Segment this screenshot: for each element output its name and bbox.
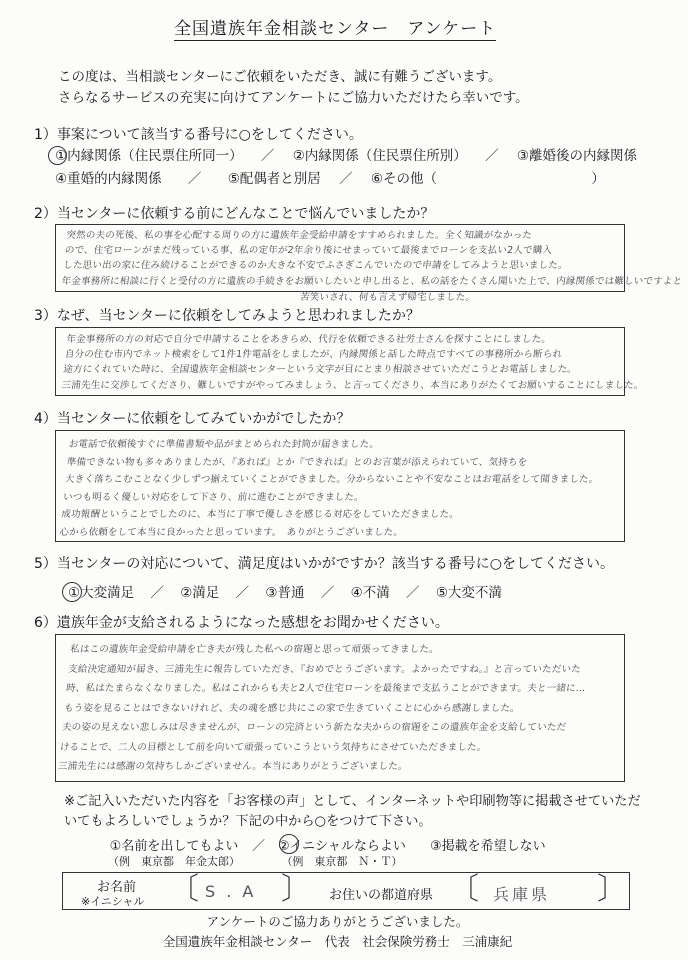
- q1-other-close: ）: [591, 171, 605, 187]
- consent-selection-circle: [279, 834, 299, 854]
- q2-answer-box[interactable]: [55, 224, 683, 292]
- q2-answer-line: ので、住宅ローンがまだ残っている事、私の定年が2年余り後にせまっていて最後までローンを支払い2人で購入: [64, 245, 553, 257]
- q3-answer-line: 自分の住む市内でネット検索をして1件1件電話をしましたが、内縁関係と話した時点ですべての事務所から断られ: [64, 349, 563, 361]
- thanks-text: アンケートのご協力ありがとうございました。: [206, 914, 469, 929]
- q3-answer-text: [61, 332, 645, 393]
- q5-option-5[interactable]: ⑤大変不満: [435, 585, 502, 601]
- page-title: 全国遺族年金相談センター アンケート: [174, 14, 496, 41]
- q4-answer-line: 大きく落ちこむことなく少しずつ揃えていくことができました。分からないことや不安なことはお電話をして聞きました。: [64, 474, 600, 485]
- prefecture-bracket-open-icon: 〔: [449, 872, 479, 907]
- q5-option-1[interactable]: ①大変満足: [68, 585, 135, 601]
- consent-option-1[interactable]: [108, 835, 240, 870]
- q5-separator: ／: [235, 585, 250, 601]
- name-field[interactable]: S . A: [205, 882, 257, 901]
- q1-option-1[interactable]: ①内縁関係（住民票住所同一）: [55, 148, 243, 164]
- q2-heading: 2）当センターに依頼する前にどんなことで悩んでいましたか？: [34, 206, 435, 222]
- intro-line-1: この度は、当相談センターにご依頼をいただき、誠に有難うございます。: [58, 69, 502, 85]
- q4-heading: 4）当センターに依頼をしてみていかがでしたか？: [34, 411, 351, 427]
- q1-heading: 1）事案について該当する番号に○をしてください。: [34, 127, 363, 143]
- q4-answer-line: 成功報酬ということでしたのに、本当に丁寧で優しさを感じる対応をしていただきました。: [60, 509, 460, 520]
- q6-answer-line: もう姿を見ることはできないけれど、夫の魂を感じ共にこの家で生きていくことに心から感謝しました。: [63, 702, 521, 714]
- q6-heading: 6）遺族年金が支給されるようになった感想をお聞かせください。: [34, 615, 449, 631]
- q5-option-2[interactable]: ②満足: [180, 585, 220, 601]
- q5-option-4[interactable]: ④不満: [350, 585, 390, 601]
- q1-selection-circle: [48, 146, 67, 165]
- q4-answer-line: 心から依頼をして本当に良かったと思っています。 ありがとうございました。: [58, 526, 404, 538]
- consent-option-2-label: ②イニシャルならよい: [278, 839, 406, 854]
- name-bracket-open-icon: 〔: [169, 872, 199, 907]
- q5-separator: ／: [150, 585, 164, 601]
- q2-answer-line: 年金事務所に相談に行くと受付の方に遺族の手続きをお願いしたいと申し出ると、私の話をたくさん聞いた上で、内縁関係では難しいですよと: [61, 275, 683, 287]
- q5-option-3[interactable]: ③普通: [265, 585, 305, 601]
- q1-separator: ／: [187, 171, 202, 187]
- q2-answer-line: 突然の夫の死後、私の事を心配する周りの方に遺族年金受給申請をすすめられました。全く知識がなかった: [65, 230, 533, 241]
- name-sub-label: ※イニシャル: [81, 895, 145, 908]
- consent-option-3[interactable]: [430, 835, 546, 854]
- q2-answer-overflow: [299, 290, 631, 305]
- q5-options: [68, 582, 502, 605]
- prefecture-label: お住いの都道府県: [329, 888, 434, 903]
- q3-answer-line: 途方にくれていた時に、全国遺族年金相談センターという文字が目にとまり相談させていただこうとお電話しました。: [62, 364, 578, 376]
- q5-heading: 5）当センターの対応について、満足度はいかがですか？該当する番号に○をしてください。: [34, 556, 615, 572]
- consent-option-1-example: （例 東京都 年金太郎）: [108, 855, 240, 868]
- consent-option-3-label: ③掲載を希望しない: [430, 839, 546, 854]
- q4-answer-line: 準備できない物も多々ありましたが、『あれば』とか『できれば』とのお言葉が添えられていて、気持ちを: [66, 456, 529, 468]
- publication-notice: ※ご記入いただいた内容を「お客様の声」として、インターネットや印刷物等に掲載させていただいてもよろしいでしょうか？下記の中から○をつけて下さい。: [64, 794, 641, 829]
- q1-separator: ／: [260, 148, 275, 164]
- q6-answer-line: 支給決定通知が届き、三浦先生に報告していただき、『おめでとうございます。よかったですね。』と言っていただいた: [67, 663, 582, 675]
- consent-option-2-example: （例 東京都 Ｎ・Ｔ）: [281, 855, 403, 868]
- q4-answer-text: [58, 436, 623, 541]
- consent-separator: ／: [252, 839, 266, 854]
- q1-option-2[interactable]: ②内縁関係（住民票住所別）: [292, 148, 467, 164]
- q1-row-1: [55, 145, 637, 168]
- q4-answer-box[interactable]: [55, 430, 625, 542]
- q4-answer-line: お電話で依頼後すぐに準備書類や品がまとめられた封筒が届きました。: [68, 439, 380, 450]
- q3-answer-line: 年金事務所の方の対応で自分で申請することをあきらめ、代行を依頼できる社労士さんを探すことにしました。: [65, 334, 552, 345]
- intro-text: [58, 67, 529, 109]
- q1-separator: ／: [485, 148, 499, 164]
- q6-answer-line: けることで、二人の目標として前を向いて頑張っていこうという気持ちにさせていただきました。: [59, 741, 488, 753]
- prefecture-bracket-close-icon: 〕: [597, 872, 627, 907]
- q5-selection-circle: [62, 582, 82, 602]
- q3-heading: 3）なぜ、当センターに依頼をしてみようと思われましたか？: [34, 308, 420, 324]
- q3-answer-line: 三浦先生に交渉してくださり、難しいですがやってみましょう、と言ってくださり、本当にありがたくてお願いすることにしました。: [61, 379, 645, 391]
- q1-separator: ／: [339, 171, 353, 187]
- q6-answer-line: 時、私はたまらなくなりました。私はこれからも夫と2人で住宅ローンを最後まで支払うことができます。夫と一緒に…: [65, 683, 587, 694]
- q2-answer-line: した思い出の家に住み続けることができるのか大きな不安でふさぎこんでいたので申請をしてみようと思いました。: [62, 260, 569, 272]
- consent-option-1-label: ①名前を出してもよい: [109, 839, 239, 854]
- q1-row-2: [55, 168, 637, 191]
- name-prefecture-box: [62, 872, 630, 910]
- footer-signature: 全国遺族年金相談センター 代表 社会保険労務士 三浦康紀: [162, 934, 513, 949]
- q5-separator: ／: [406, 585, 420, 601]
- q1-option-4[interactable]: ④重婚的内縁関係: [55, 171, 162, 187]
- intro-line-2: さらなるサービスの充実に向けてアンケートにご協力いただけたら幸いです。: [58, 90, 529, 106]
- q4-answer-line: いつも明るく優しい対応をして下さり、前に進むことができました。: [62, 491, 365, 503]
- q6-answer-line: 夫の姿の見えない悲しみは尽きませんが、ローンの完済という新たな夫からの宿題をこの遺族年金を支給していただ: [61, 722, 567, 733]
- q6-answer-line: 三浦先生には感謝の気持ちしかございません。本当にありがとうございました。: [57, 761, 409, 772]
- q5-separator: ／: [320, 585, 335, 601]
- q1-options: [55, 145, 637, 191]
- q1-option-3[interactable]: ③離婚後の内縁関係: [516, 148, 638, 164]
- q3-answer-box[interactable]: [55, 327, 645, 396]
- q6-answer-line: 私はこの遺族年金受給申請を亡き夫が残した私への宿題と思って頑張ってきました。: [69, 644, 440, 655]
- q6-answer-text: [57, 640, 625, 777]
- q1-option-5[interactable]: ⑤配偶者と別居: [227, 171, 321, 187]
- q2-answer-line: 苦笑いされ、何も言えず帰宅しました。: [299, 292, 476, 303]
- q6-answer-box[interactable]: [55, 634, 625, 782]
- name-label: お名前: [97, 880, 137, 895]
- prefecture-field[interactable]: 兵庫県: [493, 885, 551, 904]
- q2-answer-text: [61, 228, 683, 289]
- name-bracket-close-icon: 〕: [281, 872, 311, 907]
- q1-option-6[interactable]: ⑥その他（: [370, 171, 438, 187]
